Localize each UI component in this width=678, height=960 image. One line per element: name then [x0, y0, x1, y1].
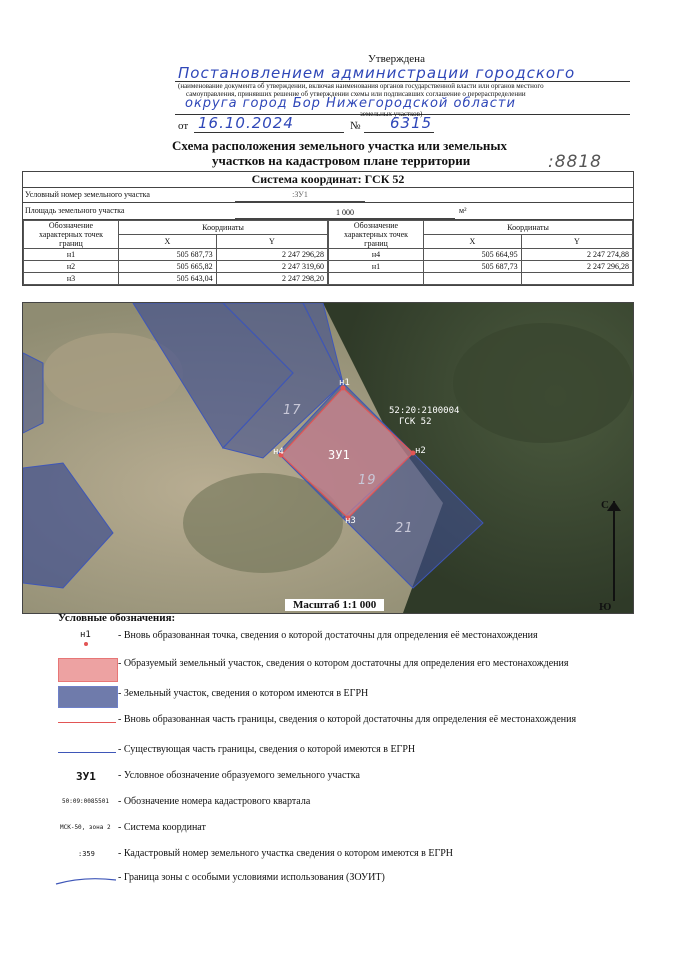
scale-label: Масштаб 1:1 000 — [285, 599, 384, 611]
table-row — [329, 249, 633, 261]
x-cell: 505 665,82 — [119, 261, 217, 273]
number-value: 6315 — [390, 114, 433, 132]
arrow-head-icon — [607, 501, 621, 511]
legend-text: - Земельный участок, сведения о котором имеются в ЕГРН — [118, 688, 369, 699]
legend-text: - Система координат — [118, 822, 206, 833]
plot-label-zu1: ЗУ1 — [328, 448, 350, 462]
col-point-header: Обозначение характерных точек границ — [24, 221, 119, 249]
col-y-header: Y — [521, 235, 632, 249]
x-cell: 505 687,73 — [119, 249, 217, 261]
plot-number-value: :ЗУ1 — [235, 188, 365, 202]
legend-text: - Условное обозначение образуемого земельного участка — [118, 770, 360, 781]
legend-item-new-point — [54, 628, 634, 654]
point-label-n3: н3 — [345, 516, 356, 526]
cadastral-map — [22, 302, 634, 614]
point-dot-icon — [84, 642, 88, 646]
point-symbol-icon — [54, 628, 118, 652]
coordinate-system-symbol — [54, 820, 118, 844]
legend-symbol-text: 50:09:0085501 — [62, 798, 109, 805]
approval-document-handwritten-2: округа город Бор Нижегородской области — [185, 96, 516, 111]
coordinates-block — [22, 171, 634, 286]
coordinate-system-label: ГСК 52 — [399, 417, 432, 427]
legend-item-new-plot — [54, 656, 634, 686]
x-cell: 505 664,95 — [424, 249, 522, 261]
quarter-symbol — [54, 794, 118, 818]
north-arrow-icon — [613, 501, 615, 601]
compass-south: Ю — [599, 601, 612, 613]
legend-item-egrn-plot — [54, 686, 634, 712]
date-value: 16.10.2024 — [198, 114, 294, 132]
col-y-header: Y — [216, 235, 327, 249]
point-label-n4: н4 — [273, 447, 284, 457]
y-cell: 2 247 319,60 — [216, 261, 327, 273]
col-x-header: X — [424, 235, 522, 249]
forest-patch — [453, 323, 633, 443]
legend-text: - Вновь образованная точка, сведения о которой достаточны для определения её местонахождения — [118, 630, 538, 641]
legend-item-cadastral-number — [54, 846, 634, 872]
legend-symbol-text: МСК-50, зона 2 — [60, 824, 111, 831]
plot-label-symbol — [54, 768, 118, 792]
legend-item-quarter — [54, 794, 634, 820]
col-point-header: Обозначение характерных точек границ — [329, 221, 424, 249]
number-prefix: № — [350, 120, 361, 132]
legend-item-egrn-boundary — [54, 742, 634, 768]
approval-document-handwritten: Постановлением администрации городского — [178, 64, 576, 82]
point-cell: н2 — [24, 261, 119, 273]
caption-line-2: самоуправления, принявших решение об утверждении схемы или подписавших соглашение о перераспределении — [186, 90, 526, 98]
legend-item-plot-label — [54, 768, 634, 794]
col-coords-header: Координаты — [119, 221, 328, 235]
legend-item-zouit — [54, 870, 634, 896]
legend-title: Условные обозначения: — [58, 612, 176, 624]
point-label-n1: н1 — [339, 378, 350, 388]
zouit-line-icon — [54, 870, 118, 894]
legend-symbol-text: ЗУ1 — [76, 770, 96, 783]
coordinate-system-title: Система координат: ГСК 52 — [23, 172, 633, 188]
approved-label: Утверждена — [368, 53, 425, 65]
area-label: Площадь земельного участка — [25, 206, 125, 215]
plot-fill-symbol-icon — [58, 658, 118, 682]
legend-text: - Вновь образованная часть границы, сведения о которой достаточны для определения её местонахождения — [118, 714, 577, 725]
y-cell: 2 247 298,20 — [216, 273, 327, 285]
y-cell: 2 247 296,28 — [521, 261, 632, 273]
table-row — [24, 261, 328, 273]
col-coords-header: Координаты — [424, 221, 633, 235]
plot-number-label: Условный номер земельного участка — [25, 190, 150, 199]
point-cell: н1 — [329, 261, 424, 273]
egrn-fill-symbol-icon — [58, 686, 118, 708]
point-label-n2: н2 — [415, 446, 426, 456]
new-boundary-line-icon — [58, 722, 116, 723]
point-cell: н1 — [24, 249, 119, 261]
table-row — [329, 261, 633, 273]
date-prefix: от — [178, 120, 189, 132]
table-row — [24, 249, 328, 261]
x-cell: 505 643,04 — [119, 273, 217, 285]
point-cell: н4 — [329, 249, 424, 261]
legend-item-new-boundary — [54, 712, 634, 742]
area-unit: м² — [459, 206, 467, 215]
legend-text: - Образуемый земельный участок, сведения о котором достаточны для определения его местонахождения — [118, 658, 569, 669]
col-x-header: X — [119, 235, 217, 249]
coordinates-table-left — [23, 220, 328, 285]
caption-line-3: земельных участков) — [360, 110, 423, 118]
legend-text: - Кадастровый номер земельного участка сведения о котором имеются в ЕГРН — [118, 848, 454, 859]
area-value: 1 000 — [235, 203, 455, 219]
x-cell: 505 687,73 — [424, 261, 522, 273]
point-cell: н3 — [24, 273, 119, 285]
parcel-number-19: 19 — [358, 473, 377, 488]
parcel-number-21: 21 — [395, 521, 414, 536]
legend-text: - Граница зоны с особыми условиями использования (ЗОУИТ) — [118, 872, 385, 883]
legend-symbol-text: н1 — [80, 630, 91, 640]
date-underline — [194, 132, 344, 133]
cadastral-number-symbol — [54, 846, 118, 870]
compass-north: С — [601, 499, 609, 511]
y-cell: 2 247 296,28 — [216, 249, 327, 261]
number-underline — [364, 132, 434, 133]
egrn-parcel — [23, 353, 43, 433]
cadastral-quarter-label: 52:20:2100004 — [389, 406, 460, 416]
parcel-number-17: 17 — [283, 403, 302, 418]
egrn-boundary-line-icon — [58, 752, 116, 753]
coordinates-table-right — [328, 220, 633, 285]
legend-text: - Обозначение номера кадастрового квартала — [118, 796, 311, 807]
legend-text: - Существующая часть границы, сведения о которой имеются в ЕГРН — [118, 744, 416, 755]
y-cell: 2 247 274,88 — [521, 249, 632, 261]
legend-item-coordinate-system — [54, 820, 634, 846]
legend-symbol-text: :359 — [78, 850, 95, 858]
title-line-2: участков на кадастровом плане территории — [212, 153, 471, 168]
caption-line-1: (наименование документа об утверждении, включая наименования органов государственной власти или органов местного — [178, 82, 544, 90]
cadastral-stamp: :8818 — [548, 152, 602, 172]
table-row — [24, 273, 328, 285]
title-line-1: Схема расположения земельного участка или земельных — [172, 138, 508, 153]
